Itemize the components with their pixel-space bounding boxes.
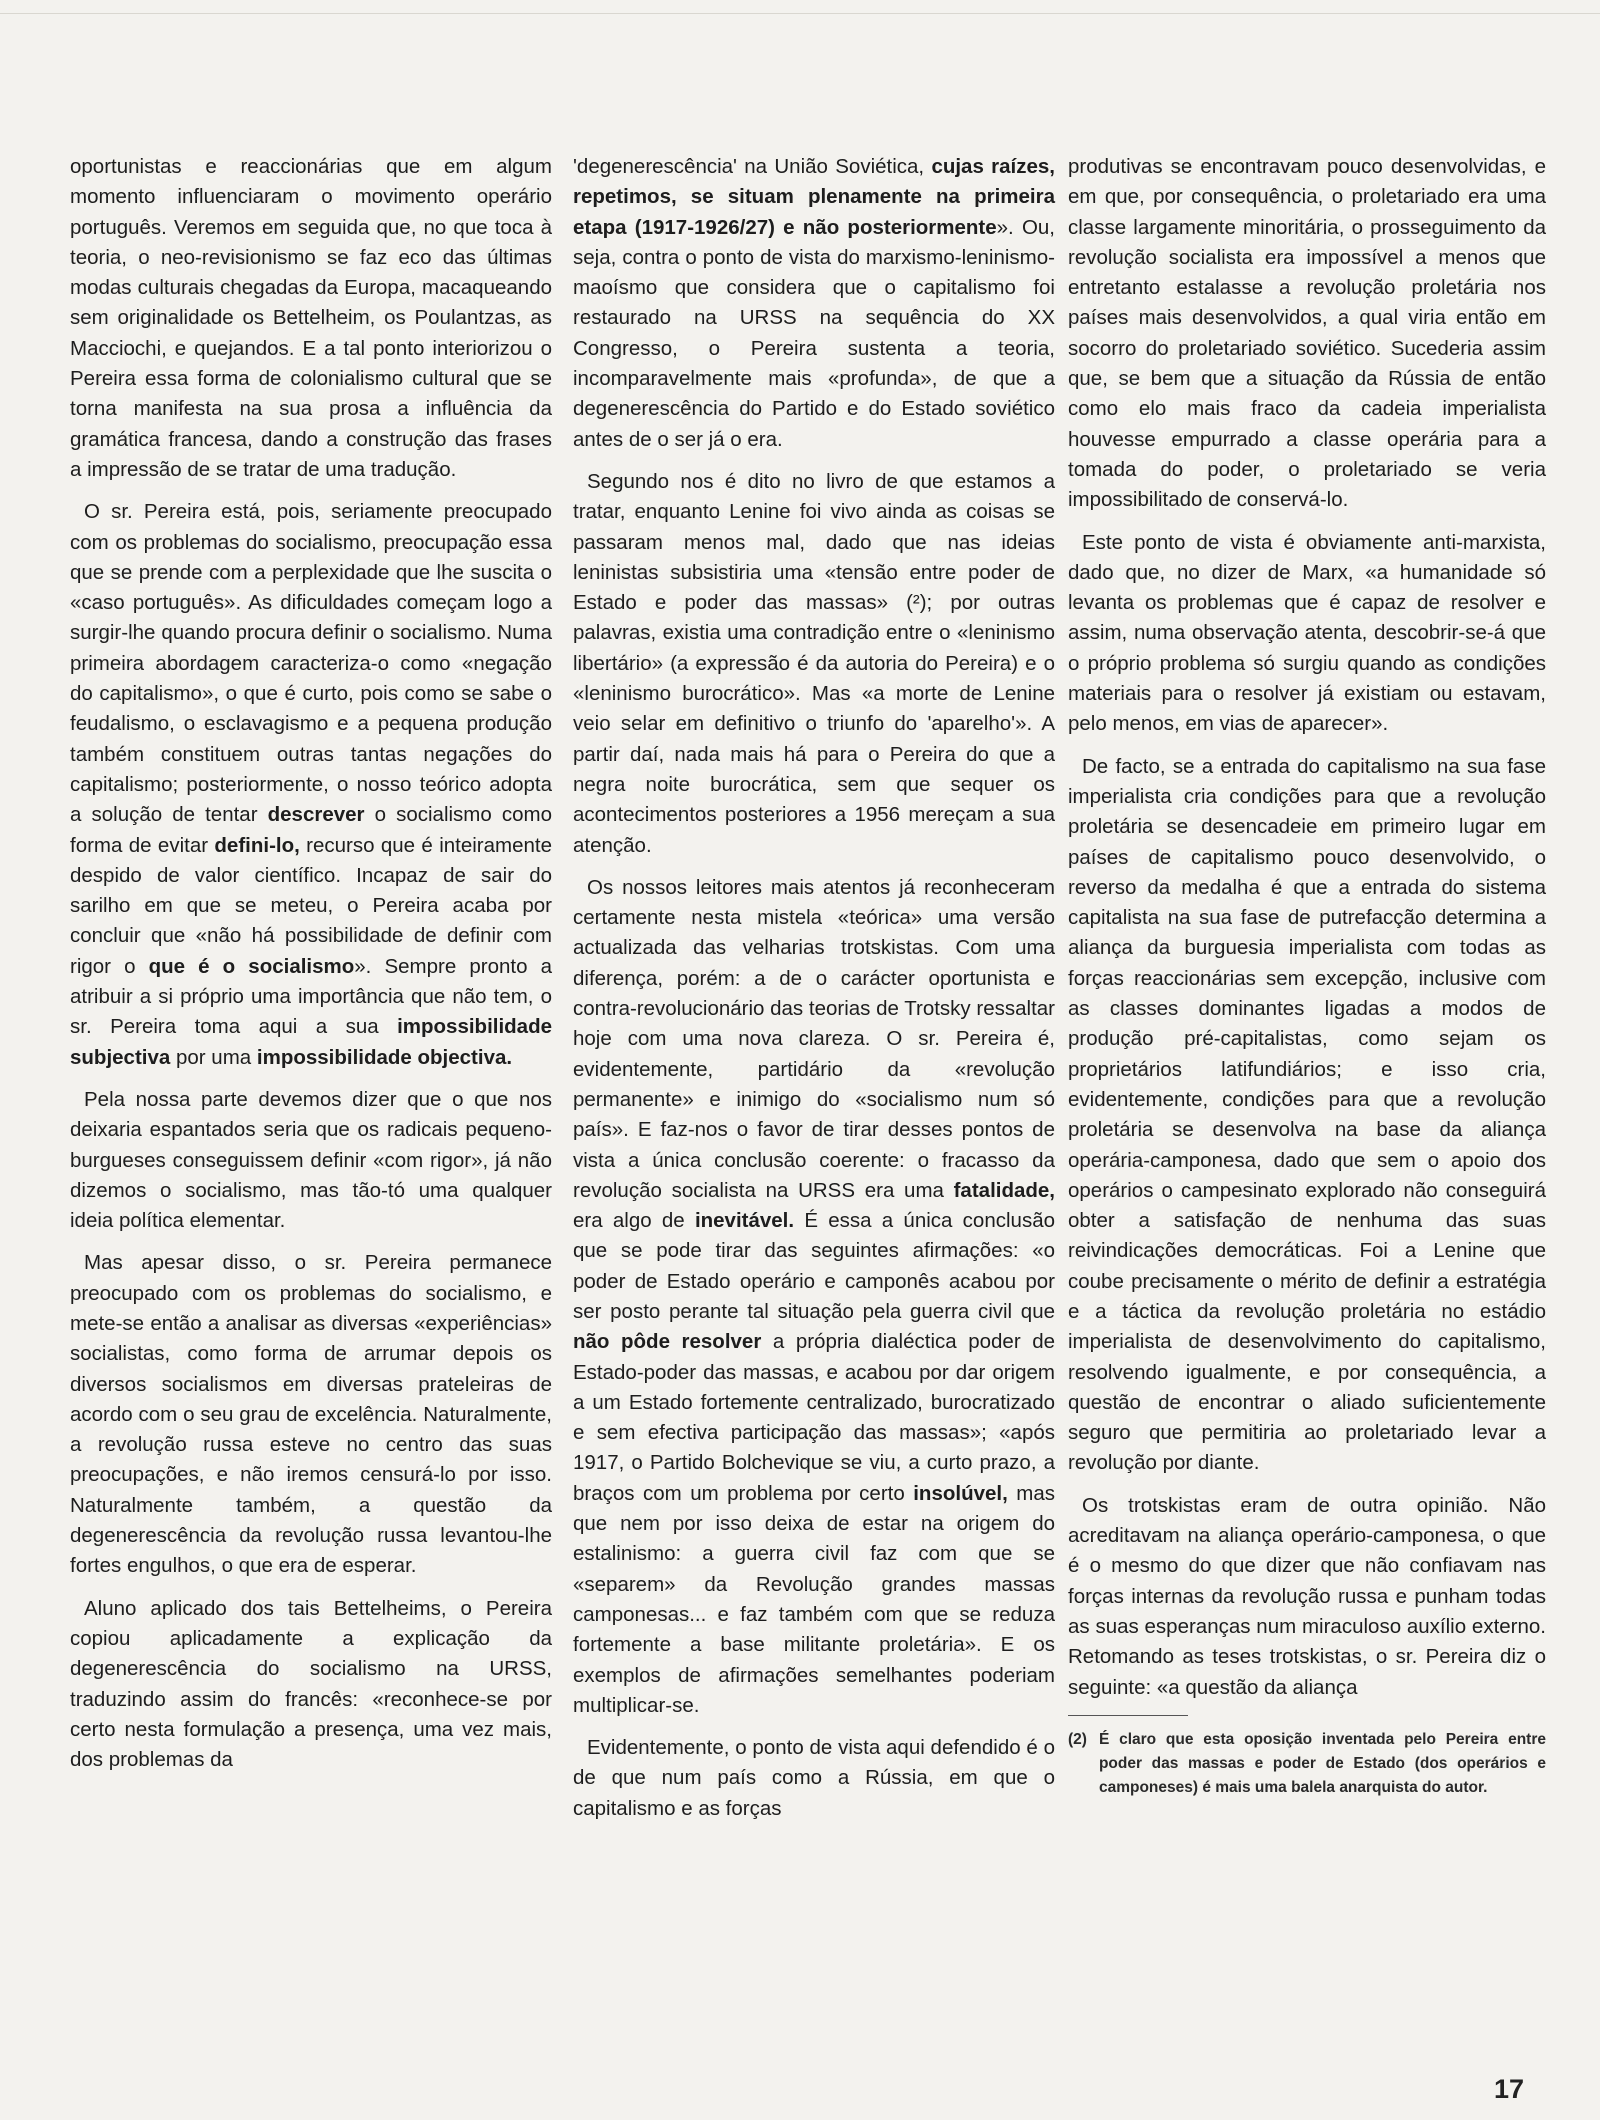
text-run: ». Sempre pronto a atribuir a si próprio uma importância que não tem, o sr. Pereira toma aqui a sua	[70, 954, 552, 1039]
text-run: 'degenerescência' na União Soviética,	[573, 155, 932, 178]
bold-text-run: fatalidade,	[953, 1178, 1055, 1202]
bold-text-run: inevitável.	[694, 1209, 795, 1233]
bold-text-run: defini-lo,	[214, 833, 300, 857]
text-run: ». Ou, seja, contra o ponto de vista do marxismo-leninismo-maoísmo que considera que o capitalismo foi restaurado na URSS na sequência do XX Congresso, o Pereira sustenta a teoria, incomparavelmente mais «profunda», de que a degenerescência do Partido e do Estado soviético antes de o ser já o era.	[573, 215, 1056, 451]
paragraph: Evidentemente, o ponto de vista aqui defendido é o de que num país como a Rússia, em que o capitalismo e as forças	[573, 1736, 1055, 1820]
text-column-2	[573, 152, 1055, 1836]
paragraph: Pela nossa parte devemos dizer que o que nos deixaria espantados seria que os radicais pequeno-burgueses conseguissem definir «com rigor», já não dizemos o socialismo, mas tão-tó uma qualquer ideia política elementar.	[70, 1087, 552, 1233]
footnote-divider	[1068, 1715, 1188, 1716]
paragraph	[573, 873, 1055, 1721]
text-run: por uma	[170, 1045, 257, 1069]
top-edge-rule	[0, 13, 1600, 14]
paragraph: Os trotskistas eram de outra opinião. Não acreditavam na aliança operário-camponesa, o que é o mesmo do que dizer que não confiavam nas forças internas da revolução russa e punham todas as suas esperanças num miraculoso auxílio externo. Retomando as teses trotskistas, o sr. Pereira diz o seguinte: «a questão da aliança	[1068, 1493, 1546, 1699]
text-run: o socialismo como forma de evitar	[70, 803, 552, 857]
paragraph	[70, 497, 552, 1073]
paragraph: Segundo nos é dito no livro de que estamos a tratar, enquanto Lenine foi vivo ainda as coisas se passaram menos mal, dado que nas ideias leninistas subsistiria uma «tensão entre poder de Estado e poder das massas» (²); por outras palavras, existia uma contradição entre o «leninismo libertário» (a expressão é da autoria do Pereira) e o «leninismo burocrático». Mas «a morte de Lenine veio selar em definitivo o triunfo do 'aparelho'». A partir daí, nada mais há para o Pereira do que a negra noite burocrática, sem que sequer os acontecimentos posteriores a 1956 mereçam a sua atenção.	[573, 469, 1055, 857]
text-run: era algo de	[573, 1209, 695, 1233]
paragraph: Este ponto de vista é obviamente anti-marxista, dado que, no dizer de Marx, «a humanidade só levanta os problemas que é capaz de resolver e assim, numa observação atenta, descobrir-se-á que o próprio problema só surgiu quando as condições materiais para o resolver já existiam ou estavam, pelo menos, em vias de aparecer».	[1068, 530, 1546, 736]
text-run: O sr. Pereira está, pois, seriamente preocupado com os problemas do socialismo, preocupação essa que se prende com a perplexidade que lhe suscita o «caso português». As dificuldades começam logo a surgir-lhe quando procura definir o socialismo. Numa primeira abordagem caracteriza-o como «negação do capitalismo», o que é curto, pois como se sabe o feudalismo, o esclavagismo e a pequena produção também constituem outras tantas negações do capitalismo; posteriormente, o nosso teórico adopta a solução de tentar	[70, 500, 552, 827]
bold-text-run: não pôde resolver	[573, 1330, 762, 1354]
footnote-mark: (2)	[1068, 1730, 1087, 1748]
paragraph: Aluno aplicado dos tais Bettelheims, o Pereira copiou aplicadamente a explicação da degenerescência do socialismo na URSS, traduzindo assim do francês: «reconhece-se por certo nesta formulação a presença, uma vez mais, dos problemas da	[70, 1596, 552, 1772]
text-column-1	[70, 152, 552, 1787]
paragraph	[573, 152, 1055, 455]
paragraph: De facto, se a entrada do capitalismo na sua fase imperialista cria condições para que a revolução proletária se desencadeie em primeiro lugar em países de capitalismo pouco desenvolvido, o reverso da medalha é que a entrada do sistema capitalista na sua fase de putrefacção determina a aliança da burguesia imperialista com todas as forças reaccionárias sem excepção, inclusive com as classes dominantes ligadas a modos de produção pré-capitalistas, como sejam os proprietários latifundiários; e isso cria, evidentemente, condições para que a revolução proletária se desenvolva na base da aliança operária-camponesa, dado que sem o apoio dos operários o campesinato explorado não conseguirá obter a satisfação de nenhuma das suas reivindicações democráticas. Foi a Lenine que coube precisamente o mérito de definir a estratégia e a táctica da revolução proletária no estádio imperialista de desenvolvimento do capitalismo, resolvendo igualmente, e por consequência, a questão de encontrar o aliado suficientemente seguro que permitiria ao proletariado levar a revolução por diante.	[1068, 754, 1546, 1475]
footnote	[1068, 1728, 1546, 1800]
bold-text-run: insolúvel,	[913, 1481, 1008, 1505]
paragraph: Mas apesar disso, o sr. Pereira permanece preocupado com os problemas do socialismo, e mete-se então a analisar as diversas «experiências» socialistas, como forma de arrumar depois os diversos socialismos em diversas prateleiras de acordo com o seu grau de excelência. Naturalmente, a revolução russa esteve no centro das suas preocupações, e não iremos censurá-lo por isso. Naturalmente também, a questão da degenerescência da revolução russa levantou-lhe fortes engulhos, o que era de esperar.	[70, 1251, 552, 1578]
text-run: recurso que é inteiramente despido de valor científico. Incapaz de sair do sarilho em que se meteu, o Pereira acaba por concluir que «não há possibilidade de definir com rigor o	[70, 833, 552, 978]
paragraph: produtivas se encontravam pouco desenvolvidas, e em que, por consequência, o proletariado era uma classe largamente minoritária, o prosseguimento da revolução socialista era impossível a menos que entretanto estalasse a revolução proletária nos países mais desenvolvidos, a qual viria então em socorro do proletariado soviético. Sucederia assim que, se bem que a situação da Rússia de então como elo mais fraco da cadeia imperialista houvesse empurrado a classe operária para a tomada do poder, o proletariado se veria impossibilitado de conservá-lo.	[1068, 155, 1546, 512]
text-run: Os nossos leitores mais atentos já reconheceram certamente nesta mistela «teórica» uma versão actualizada das velharias trotskistas. Com uma diferença, porém: a de o carácter oportunista e contra-revolucionário das teorias de Trotsky ressaltar hoje com uma nova clareza. O sr. Pereira é, evidentemente, partidário da «revolução permanente» e inimigo do «socialismo num só país». E faz-nos o favor de tirar desses pontos de vista a única conclusão coerente: o fracasso da revolução socialista na URSS era uma	[573, 875, 1055, 1202]
text-run: mas que nem por isso deixa de estar na origem do estalinismo: a guerra civil faz com que se «separem» da Revolução grandes massas camponesas... e faz também com que se reduza fortemente a base militante proletária». E os exemplos de afirmações semelhantes poderiam multiplicar-se.	[573, 1481, 1055, 1717]
bold-text-run: que é o socialismo	[148, 954, 355, 978]
page-number: 17	[1494, 2074, 1525, 2104]
text-run: É essa a única conclusão que se pode tirar das seguintes afirmações: «o poder de Estado operário e camponês acabou por ser posto perante tal situação pela guerra civil que	[573, 1209, 1055, 1323]
bold-text-run: impossibilidade subjectiva	[70, 1015, 552, 1069]
text-column-3	[1068, 152, 1546, 1800]
bold-text-run: impossibilidade objectiva.	[256, 1045, 513, 1069]
bold-text-run: descrever	[267, 803, 365, 827]
text-run: a própria dialéctica poder de Estado-poder das massas, e acabou por dar origem a um Estado fortemente centralizado, burocratizado e sem efectiva participação das massas»; «após 1917, o Partido Bolchevique se viu, a curto prazo, a braços com um problema por certo	[573, 1330, 1055, 1505]
bold-text-run: cujas raízes, repetimos, se situam plenamente na primeira etapa (1917-1926/27) e não posteriormente	[573, 155, 1055, 239]
footnote-text: É claro que esta oposição inventada pelo Pereira entre poder das massas e poder de Estado (dos operários e camponeses) é mais uma balela anarquista do autor.	[1098, 1730, 1546, 1796]
paragraph: oportunistas e reaccionárias que em algum momento influenciaram o movimento operário português. Veremos em seguida que, no que toca à teoria, o neo-revisionismo se faz eco das últimas modas culturais chegadas da Europa, macaqueando sem originalidade os Bettelheim, os Poulantzas, as Macciochi, e quejandos. E a tal ponto interiorizou o Pereira essa forma de colonialismo cultural que se torna manifesta na sua prosa a influência da gramática francesa, dando a construção das frases a impressão de se tratar de uma tradução.	[70, 155, 552, 481]
